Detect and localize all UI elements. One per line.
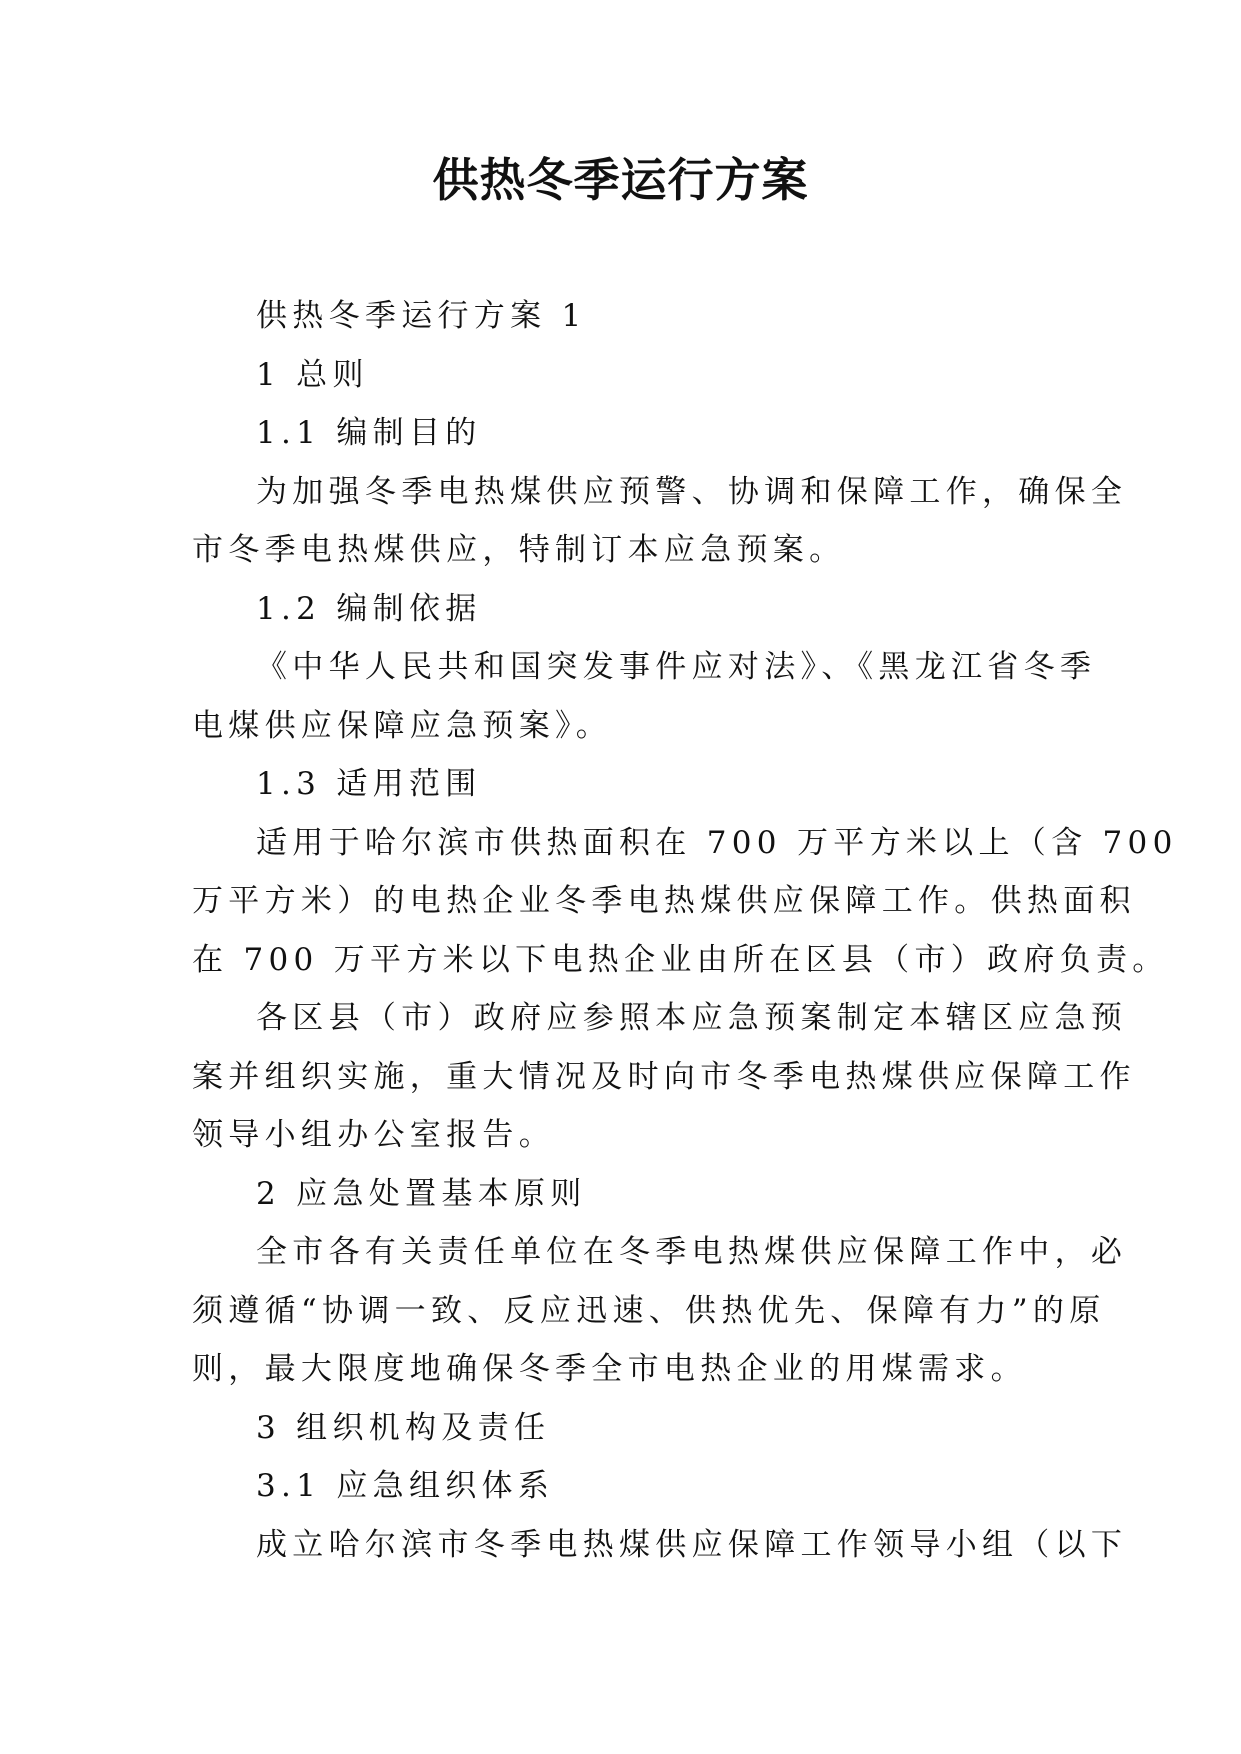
document-body [192,287,1178,1574]
body-line: 1.1 编制目的 [256,415,482,451]
body-line: 则，最大限度地确保冬季全市电热企业的用煤需求。 [192,1351,1027,1387]
body-line: 3 组织机构及责任 [256,1409,551,1446]
body-line: 成立哈尔滨市冬季电热煤供应保障工作领导小组（以下 [256,1526,1128,1563]
body-line: 适用于哈尔滨市供热面积在 700 万平方米以上（含 700 [256,824,1178,861]
body-line: 《中华人民共和国突发事件应对法》、《黑龙江省冬季 [256,649,1097,685]
body-line: 1.2 编制依据 [256,590,482,627]
body-line: 全市各有关责任单位在冬季电热煤供应保障工作中，必 [256,1234,1128,1270]
body-line: 领导小组办公室报告。 [192,1117,555,1153]
body-line: 供热冬季运行方案 1 [256,298,587,334]
body-line: 在 700 万平方米以下电热企业由所在区县（市）政府负责。 [192,941,1169,978]
body-line: 1.3 适用范围 [256,766,482,802]
body-line: 电煤供应保障应急预案》。 [192,707,613,744]
body-line: 各区县（市）政府应参照本应急预案制定本辖区应急预 [256,1000,1128,1036]
body-line: 为加强冬季电热煤供应预警、协调和保障工作，确保全 [256,473,1128,510]
document-title: 供热冬季运行方案 [432,153,809,207]
body-line: 1 总则 [256,356,369,393]
body-line: 市冬季电热煤供应，特制订本应急预案。 [192,532,846,568]
body-line: 万平方米）的电热企业冬季电热煤供应保障工作。供热面积 [192,883,1136,919]
body-line: 3.1 应急组织体系 [256,1468,555,1504]
body-line: 须遵循“协调一致、反应迅速、供热优先、保障有力”的原 [192,1292,1106,1329]
body-line: 案并组织实施，重大情况及时向市冬季电热煤供应保障工作 [192,1058,1136,1095]
body-line: 2 应急处置基本原则 [256,1175,587,1212]
